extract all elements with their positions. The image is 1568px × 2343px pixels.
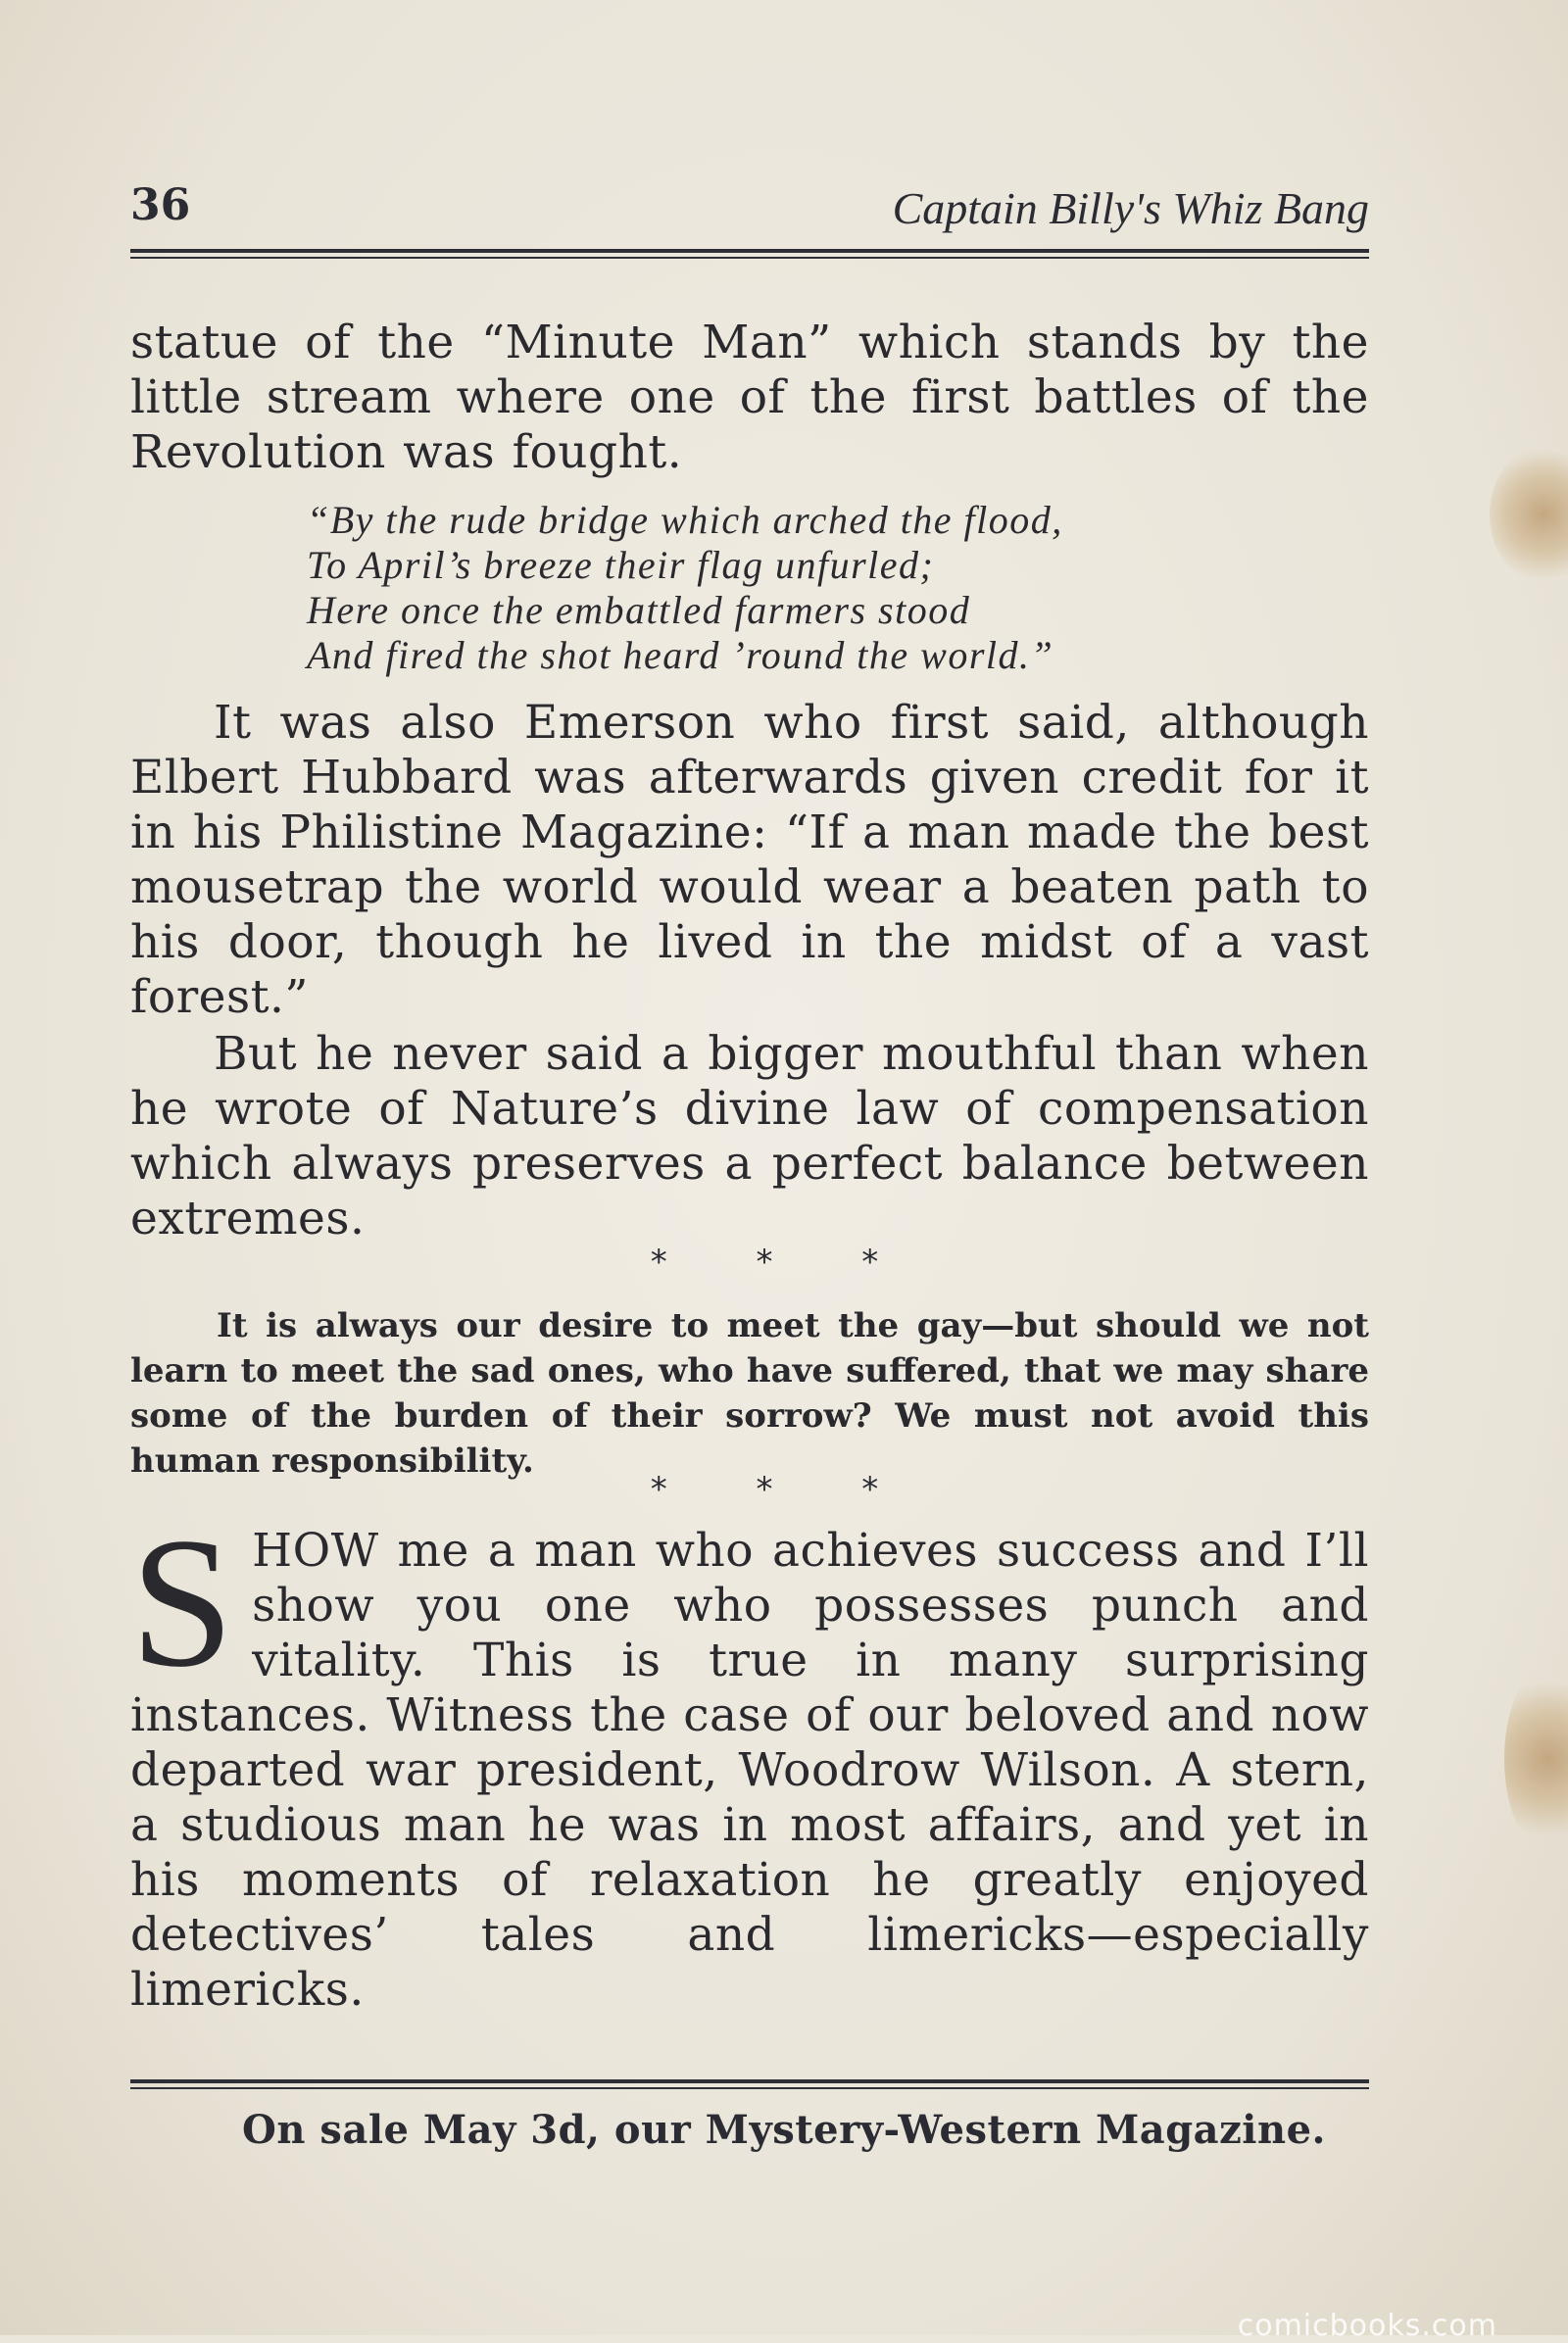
paper-stain [1504, 1666, 1568, 1852]
paragraph-compensation: But he never said a bigger mouthful than when he wrote of Nature’s divine law of compensation which always preserves a perfect balance between extremes. [130, 1027, 1369, 1245]
paragraph-wilson [130, 1500, 1369, 2018]
section-separator: * * * [650, 1470, 918, 1509]
verse-line: To April’s breeze their flag unfurled; [307, 543, 935, 587]
verse-line: And fired the shot heard ’round the world.” [307, 633, 1054, 677]
section-separator: * * * [650, 1243, 918, 1282]
verse-line: Here once the embattled farmers stood [307, 588, 971, 632]
header-rule [130, 249, 1369, 259]
page-number: 36 [130, 180, 191, 230]
paragraph-mousetrap: It was also Emerson who first said, although Elbert Hubbard was afterwards given credit for it in his Philistine Magazine: “If a man made the best mousetrap the world would wear a beaten path to his door, though he lived in the midst of a vast forest.” [130, 696, 1369, 1024]
paragraph-wilson-text: HOW me a man who achieves success and I’ll show you one who possesses punch and vitality. This is true in many surprising instances. Witness the case of our beloved and now departed war president, Woodrow Wilson. A stern, a studious man he was in most affairs, and yet in his moments of relaxation he greatly enjoyed detectives’ tales and limericks—especially limericks. [130, 1524, 1369, 2017]
running-title: Captain Billy's Whiz Bang [892, 183, 1369, 233]
drop-cap: S [130, 1500, 235, 1706]
footer-ad: On sale May 3d, our Mystery-Western Magazine. [242, 2107, 1326, 2153]
paragraph-minute-man: statue of the “Minute Man” which stands by the little stream where one of the first battles of the Revolution was fought. [130, 316, 1369, 479]
page-header [130, 176, 1369, 235]
emerson-verse [307, 498, 1189, 678]
verse-line: “By the rude bridge which arched the flood, [307, 498, 1063, 542]
editorial-note: It is always our desire to meet the gay—but should we not learn to meet the sad ones, who have suffered, that we may share some of the burden of their sorrow? We must not avoid this human responsibility. [130, 1306, 1369, 1481]
watermark: comicbooks.com [1237, 2309, 1497, 2343]
footer-rule [130, 2079, 1369, 2089]
paper-stain [1490, 446, 1568, 583]
